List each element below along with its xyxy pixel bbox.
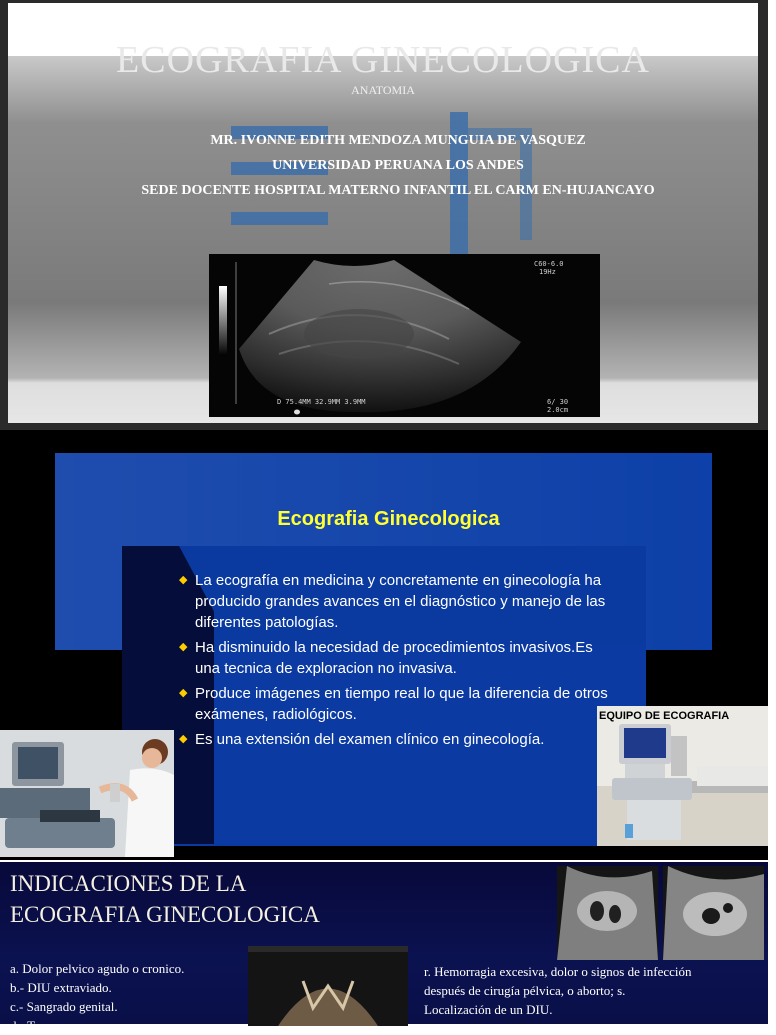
- bullet-list: [178, 570, 608, 754]
- hospital-name: SEDE DOCENTE HOSPITAL MATERNO INFANTIL EL CARM EN-HUJANCAYO: [141, 183, 655, 198]
- ultrasound-image: [209, 254, 600, 417]
- indication-item: r. Hemorragia excesiva, dolor o signos de infección: [424, 964, 692, 979]
- doctor-photo: [0, 730, 174, 857]
- frequency-label: 19Hz: [539, 268, 556, 276]
- bullet-item: ◆ La ecografía en medicina y concretamente en ginecología ha producido grandes avances en el diagnóstico y manejo de las diferentes patologías.: [179, 572, 606, 631]
- pelvic-ultrasound-2: [663, 866, 764, 960]
- slide2-title: Ecografia Ginecologica: [277, 508, 500, 530]
- indication-item: a. Dolor pelvico agudo o cronico.: [10, 961, 185, 976]
- bullet-diamond-icon: ◆: [179, 687, 188, 699]
- slide3-title: [10, 868, 410, 930]
- indication-item: Localización de un DIU.: [424, 1002, 553, 1017]
- slide-title: [0, 0, 768, 430]
- indication-item: d.- T...: [10, 1018, 44, 1033]
- slide3-title-line1: INDICACIONES DE LA: [10, 871, 247, 896]
- measurement-readout: D 75.4MM 32.9MM 3.9MM: [277, 398, 366, 406]
- indication-item: después de cirugía pélvica, o aborto; s.: [424, 983, 626, 998]
- logo-bar-3: [231, 212, 328, 225]
- slide3-title-line2: ECOGRAFIA GINECOLOGICA: [10, 902, 320, 927]
- author-name: MR. IVONNE EDITH MENDOZA MUNGUIA DE VASQUEZ: [210, 133, 586, 148]
- bullet-diamond-icon: ◆: [179, 641, 188, 653]
- bullet-item: ◆ Es una extensión del examen clínico en ginecología.: [179, 731, 545, 748]
- pelvic-ultrasound-1: [557, 866, 658, 960]
- indications-list-left: [10, 959, 250, 1035]
- slide-indications: [0, 862, 768, 1033]
- diu-ultrasound: [248, 946, 408, 1026]
- university-name: UNIVERSIDAD PERUANA LOS ANDES: [272, 158, 524, 173]
- indication-item: c.- Sangrado genital.: [10, 999, 118, 1014]
- bullet-item: ◆ Produce imágenes en tiempo real lo que la diferencia de otros exámenes, radiológicos.: [179, 685, 608, 723]
- bullet-diamond-icon: ◆: [179, 574, 188, 586]
- scale-top: 6/ 30: [547, 398, 569, 406]
- equipment-label: EQUIPO DE ECOGRAFIA: [599, 710, 730, 722]
- slide1-title: ECOGRAFIA GINECOLOGICA: [116, 39, 650, 81]
- scale-bottom: 2.0cm: [547, 406, 569, 414]
- indication-item: b.- DIU extraviado.: [10, 980, 112, 995]
- bullet-diamond-icon: ◆: [179, 733, 188, 745]
- indications-list-right: [424, 962, 764, 1019]
- slide1-subtitle: ANATOMIA: [351, 83, 415, 97]
- equipment-photo: [597, 706, 768, 846]
- bullet-item: ◆ Ha disminuido la necesidad de procedimientos invasivos.Es una tecnica de exploracion no invasiva.: [179, 639, 593, 677]
- slide-intro: [0, 430, 768, 860]
- probe-label: C60-6.0: [534, 260, 564, 268]
